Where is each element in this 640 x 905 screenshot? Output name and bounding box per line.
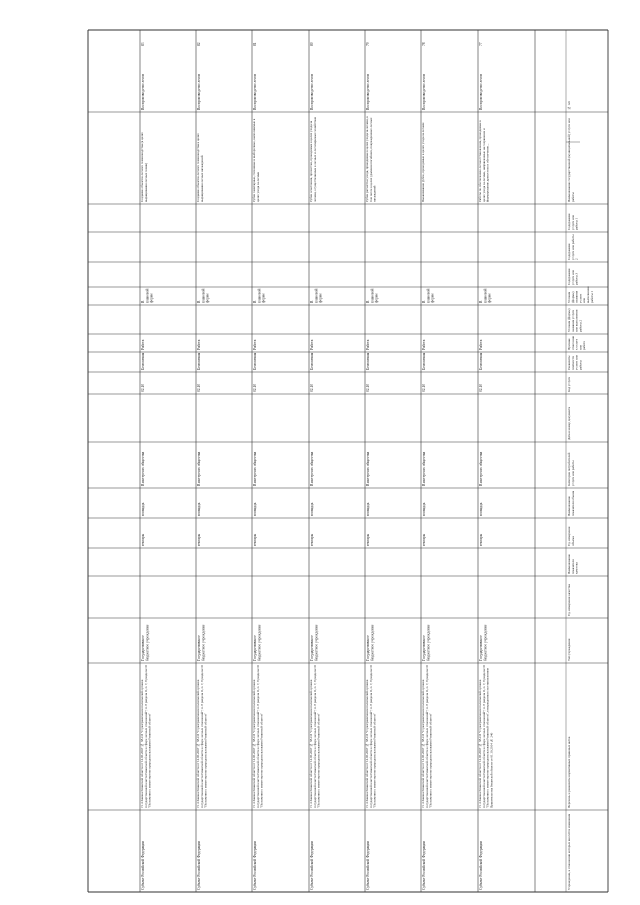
row-number-83: 83: [141, 42, 145, 46]
row-number-81: 81: [253, 42, 257, 46]
column-header-0: № п/п: [567, 100, 571, 110]
subject-79: Субъект Российской Федерации: [366, 841, 370, 890]
paid-77: Бесплатная: [479, 352, 483, 370]
column-header-18: Учреждения, в отношении которых вносятся изменения: [567, 813, 571, 890]
row-number-78: 78: [422, 42, 426, 46]
work-content-81: Рубки санитарные, сплошные и выборочные, выполняемые в целях ухода за лесами: [252, 118, 260, 202]
service-name-77: Воспроизводство лесов: [479, 73, 483, 110]
subject-82: Субъект Российской Федерации: [197, 841, 201, 890]
consumers-82: В интересах общества: [197, 451, 201, 486]
work-content-79: Рубки расчистки ухода, проводимые в целях ухода за лесами, в том числе в целях удаления погибших, поврежденных лесных насаждений: [365, 116, 377, 202]
volume-unit-83: гектары: [141, 533, 145, 546]
service-name-78: Воспроизводство лесов: [422, 73, 426, 110]
service-code-82: 02.10: [197, 383, 201, 392]
column-header-14: Наименование показателя качества: [567, 554, 579, 574]
paid-81: Бесплатная: [253, 352, 257, 370]
work-sign-79: Работа: [366, 339, 370, 350]
work-sign-77: Работа: [479, 339, 483, 350]
work-form-79: В плановой форме: [366, 288, 379, 303]
volume-name-80: площадь: [310, 502, 314, 516]
work-content-82: Создание объектов лесного семеноводства в целях выращивания лесных насаждений: [196, 133, 204, 202]
subject-78: Субъект Российской Федерации: [422, 841, 426, 890]
work-content-83: Создание объектов лесного семеноводства (в целях выращивания лесных семян): [140, 132, 148, 202]
institution-type-80: Государственное бюджетное учреждение: [310, 624, 319, 661]
legal-acts-77: ст. 4 Закона Рязанской области от 14.06.2007 № 68-ОЗ "О разграничении полномочий органов государственной власти Рязанской области в сфере лесных отношений"; п. 8 раздела II, п. 7, 8 раздела III "Положения о министерстве природопользования Рязанской области", утвержденного постановлением Правительства Рязанской области от 01.10.2014 № 240: [478, 665, 494, 808]
column-header-1: Наименование государственной (муниципальной) услуги или работы: [567, 118, 575, 202]
work-sign-78: Работа: [422, 339, 426, 350]
volume-unit-78: гектары: [422, 533, 426, 546]
column-header-16: Тип учреждения: [567, 638, 571, 661]
column-header-17: Перечень и реквизиты нормативных правовых актов: [567, 736, 571, 808]
consumers-81: В интересах общества: [253, 451, 257, 486]
volume-name-78: площадь: [422, 502, 426, 516]
volume-name-83: площадь: [141, 502, 145, 516]
column-header-9: Код услуги: [567, 376, 571, 392]
service-name-81: Воспроизводство лесов: [253, 73, 257, 110]
column-header-13: Ед. измерения объема: [567, 526, 575, 546]
consumers-79: В интересах общества: [366, 451, 370, 486]
row-number-82: 82: [197, 42, 201, 46]
paid-83: Бесплатная: [141, 352, 145, 370]
volume-name-77: площадь: [479, 502, 483, 516]
volume-name-79: площадь: [366, 502, 370, 516]
subject-80: Субъект Российской Федерации: [310, 841, 314, 890]
service-name-82: Воспроизводство лесов: [197, 73, 201, 110]
service-code-80: 02.10: [310, 383, 314, 392]
volume-unit-81: гектары: [253, 533, 257, 546]
service-code-81: 02.10: [253, 383, 257, 392]
institution-type-83: Государственное бюджетное учреждение: [141, 624, 150, 661]
column-header-11: Категории потребителей услуги или работы: [567, 452, 575, 486]
subject-77: Субъект Российской Федерации: [479, 841, 483, 890]
volume-name-81: площадь: [253, 502, 257, 516]
legal-acts-83: ст. 4 Закона Рязанской области от 14.06.2007 № 68-ОЗ "О разграничении полномочий органов государственной власти Рязанской области в сфере лесных отношений"; п. 8 раздела II, п. 7, 8 раздела III "Положения о министерстве природопользования Рязанской области": [140, 665, 152, 808]
paid-78: Бесплатная: [422, 352, 426, 370]
consumers-77: В интересах общества: [479, 451, 483, 486]
legal-acts-79: ст. 4 Закона Рязанской области от 14.06.2007 № 68-ОЗ "О разграничении полномочий органов государственной власти Рязанской области в сфере лесных отношений"; п. 8 раздела II, п. 7, 8 раздела III "Положения о министерстве природопользования Рязанской области": [365, 665, 377, 808]
institution-type-82: Государственное бюджетное учреждение: [197, 624, 206, 661]
column-header-12: Наименование показателя объема: [567, 490, 575, 516]
institution-type-81: Государственное бюджетное учреждение: [253, 624, 262, 661]
column-header-3: Содержание услуги или работы 2: [567, 234, 579, 260]
row-number-77: 77: [479, 42, 483, 46]
work-content-80: Рубки осветления, прочистки, проводимые в целях ухода за лесами, осуществляемые в лесных и лесопарковых хозяйствах: [309, 116, 317, 202]
institution-type-79: Государственное бюджетное учреждение: [366, 624, 375, 661]
volume-unit-82: гектары: [197, 533, 201, 546]
work-sign-81: Работа: [253, 339, 257, 350]
service-name-83: Воспроизводство лесов: [141, 73, 145, 110]
consumers-83: В интересах общества: [141, 451, 145, 486]
column-header-4: Содержание услуги или работы 3: [567, 268, 579, 285]
service-code-78: 02.10: [422, 383, 426, 392]
work-content-78: Выкашивание рубок, проводимые в целях ухода за лесами: [421, 122, 425, 202]
legal-acts-82: ст. 4 Закона Рязанской области от 14.06.2007 № 68-ОЗ "О разграничении полномочий органов государственной власти Рязанской области в сфере лесных отношений"; п. 8 раздела II, п. 7, 8 раздела III "Положения о министерстве природопользования Рязанской области": [196, 665, 208, 808]
service-code-83: 02.10: [141, 383, 145, 392]
consumers-78: В интересах общества: [422, 451, 426, 486]
work-form-78: В плановой форме: [422, 288, 435, 303]
column-header-6: Условия (формы) оказания услуги или выполнения работы 2: [567, 308, 583, 332]
volume-unit-79: гектары: [366, 533, 370, 546]
volume-name-82: площадь: [197, 502, 201, 516]
service-name-79: Воспроизводство лесов: [366, 73, 370, 110]
work-form-81: В плановой форме: [253, 288, 266, 303]
column-header-2: Содержание услуги или работы 1: [567, 213, 579, 230]
column-header-15: Ед. измерения качества: [567, 584, 571, 616]
service-code-77: 02.10: [479, 383, 483, 392]
legal-acts-78: ст. 4 Закона Рязанской области от 14.06.2007 № 68-ОЗ "О разграничении полномочий органов государственной власти Рязанской области в сфере лесных отношений"; п. 8 раздела II, п. 7, 8 раздела III "Положения о министерстве природопользования Рязанской области": [421, 665, 433, 808]
work-form-83: В плановой форме: [141, 288, 154, 303]
column-header-7: Признак отнесения к услуге или работе: [567, 336, 587, 350]
volume-unit-77: гектары: [479, 533, 483, 546]
work-form-77: В плановой форме: [479, 288, 492, 303]
work-form-82: В плановой форме: [197, 288, 210, 303]
volume-unit-80: гектары: [310, 533, 314, 546]
paid-82: Бесплатная: [197, 352, 201, 370]
work-sign-83: Работа: [141, 339, 145, 350]
service-name-80: Воспроизводство лесов: [310, 73, 314, 110]
column-header-5: Условия (формы) оказания услуги или выполнения работы 1: [567, 286, 594, 303]
column-header-10: Дата и номер документа: [567, 407, 571, 440]
work-sign-82: Работа: [197, 339, 201, 350]
work-content-77: Работы по обеспечению лесовосстановления, проводимые в целях ухода за лесами, направленные на сохранение и формирование древостоев и обеспечение...: [478, 120, 490, 202]
service-code-79: 02.10: [366, 383, 370, 392]
column-header-8: Реквизиты платности услуги или работы: [567, 354, 583, 370]
row-number-80: 80: [310, 42, 314, 46]
work-sign-80: Работа: [310, 339, 314, 350]
consumers-80: В интересах общества: [310, 451, 314, 486]
work-form-80: В плановой форме: [310, 288, 323, 303]
legal-acts-81: ст. 4 Закона Рязанской области от 14.06.2007 № 68-ОЗ "О разграничении полномочий органов государственной власти Рязанской области в сфере лесных отношений"; п. 8 раздела II, п. 7, 8 раздела III "Положения о министерстве природопользования Рязанской области": [252, 665, 264, 808]
subject-83: Субъект Российской Федерации: [141, 841, 145, 890]
institution-type-78: Государственное бюджетное учреждение: [422, 624, 431, 661]
institution-type-77: Государственное бюджетное учреждение: [479, 624, 488, 661]
subject-81: Субъект Российской Федерации: [253, 841, 257, 890]
paid-80: Бесплатная: [310, 352, 314, 370]
row-number-79: 79: [366, 42, 370, 46]
paid-79: Бесплатная: [366, 352, 370, 370]
legal-acts-80: ст. 4 Закона Рязанской области от 14.06.2007 № 68-ОЗ "О разграничении полномочий органов государственной власти Рязанской области в сфере лесных отношений"; п. 8 раздела II, п. 7, 8 раздела III "Положения о министерстве природопользования Рязанской области": [309, 665, 321, 808]
